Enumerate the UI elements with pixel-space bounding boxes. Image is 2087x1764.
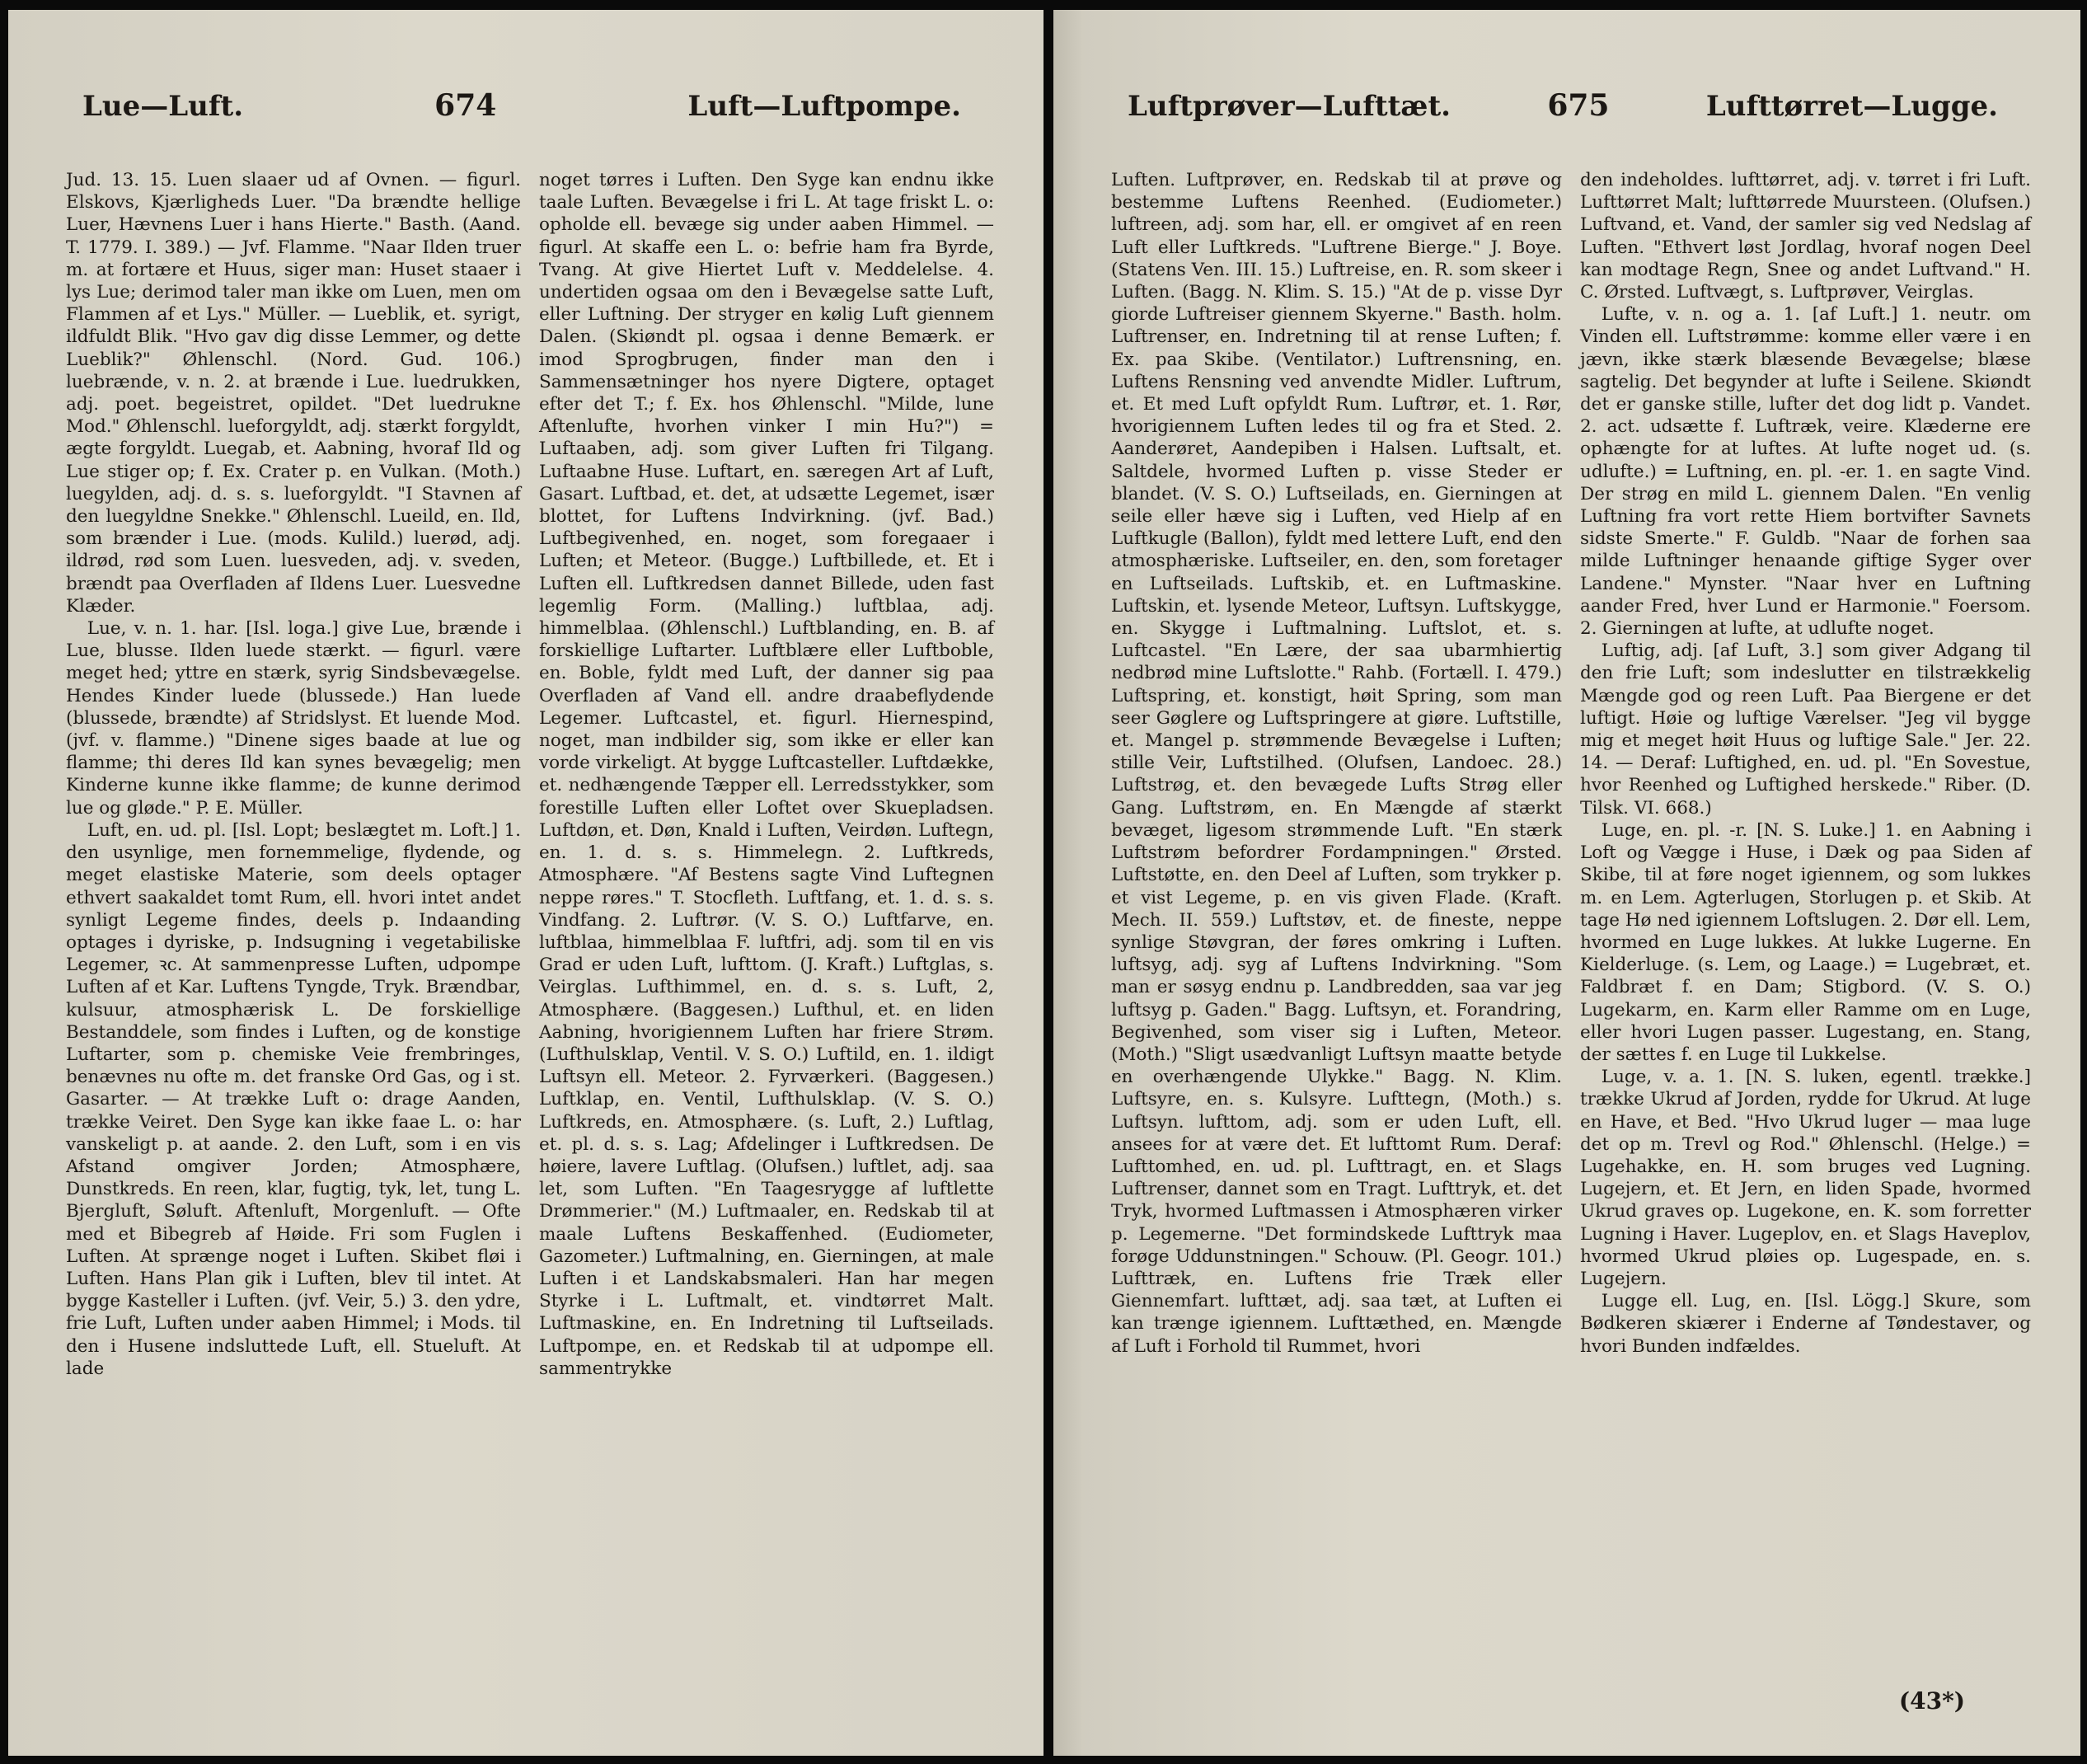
left-running-head	[66, 88, 994, 138]
entry-block: Lue, v. n. 1. har. [Isl. loga.] give Lue, brænde i Lue, blusse. Ilden luede stærkt. — figurl. være meget hed; yttre en stærk, syrig Sindsbevægelse. Hendes Kinder luede (blussede.) Han luede (blussede, brændte) af Stridslyst. Et luende Mod. (jvf. v. flamme.) "Dinene siges baade at lue og flamme; thi deres Ild kan synes bevægelig; men Kinderne kunne ikke flamme; de kunne derimod lue og gløde." P. E. Müller.	[66, 618, 521, 819]
entry-block: Luge, v. a. 1. [N. S. luken, egentl. trække.] trække Ukrud af Jorden, rydde for Ukrud. At luge en Have, et Bed. "Hvo Ukrud luger — maa luge det op m. Trevl og Rod." Øhlenschl. (Helge.) = Lugehakke, en. H. som bruges ved Lugning. Lugejern, et. Et Jern, en liden Spade, hvormed Ukrud graves op. Lugekone, en. K. som forretter Lugning i Haver. Lugeplov, en. et Slags Haveplov, hvormed Ukrud pløies op. Lugespade, en. s. Lugejern.	[1580, 1067, 2031, 1289]
entry-block: Luft, en. ud. pl. [Isl. Lopt; beslægtet m. Loft.] 1. den usynlige, men fornemmelige, flydende, og meget elastiske Materie, som deels optager ethvert saakaldet tomt Rum, ell. hvori intet andet synligt Legeme findes, deels p. Indaanding optages i dyriske, p. Indsugning i vegetabiliske Legemer, ꝛc. At sammenpresse Luften, udpompe Luften af et Kar. Luftens Tyngde, Tryk. Brændbar, kulsuur, atmosphærisk L. De forskiellige Bestanddele, som findes i Luften, og de konstige Luftarter, som p. chemiske Veie frembringes, benævnes nu ofte m. det franske Ord Gas, og i st. Gasarter. — At trække Luft o: drage Aanden, trække Veiret. Den Syge kan ikke faae L. o: har vanskeligt p. at aande. 2. den Luft, som i en vis Afstand omgiver Jorden; Atmosphære, Dunstkreds. En reen, klar, fugtig, tyk, let, tung L. Bjergluft, Søluft. Aftenluft, Morgenluft. — Ofte med et Bibegreb af Høide. Fri som Fuglen i Luften. At sprænge noget i Luften. Skibet fløi i Luften. Hans Plan gik i Luften, blev til intet. At bygge Kasteller i Luften. (jvf. Veir, 5.) 3. den ydre, frie Luft, Luften under aaben Himmel; i Mods. til den i Husene indsluttede Luft, ell. Stueluft. At lade	[66, 819, 521, 1379]
left-head-left: Lue—Luft.	[82, 90, 244, 123]
left-column-2	[539, 169, 994, 1380]
right-page-number: 675	[1547, 88, 1610, 123]
right-columns	[1111, 169, 2031, 1358]
entry-block: Lugge ell. Lug, en. [Isl. Lögg.] Skure, som Bødkeren skiærer i Enderne af Tøndestaver, og hvori Bunden indfældes.	[1580, 1291, 2031, 1357]
right-head-right: Lufttørret—Lugge.	[1705, 90, 1998, 123]
entry-block: Luften. Luftprøver, en. Redskab til at prøve og bestemme Luftens Reenhed. (Eudiometer.) luftreen, adj. som har, ell. er omgivet af en reen Luft eller Luftkreds. "Luftrene Bierge." J. Boye. (Statens Ven. III. 15.) Luftreise, en. R. som skeer i Luften. (Bagg. N. Klim. S. 15.) "At de p. visse Dyr giorde Luftreiser giennem Skyerne." Basth. holm. Luftrenser, en. Indretning til at rense Luften; f. Ex. paa Skibe. (Ventilator.) Luftrensning, en. Luftens Rensning ved anvendte Midler. Luftrum, et. Et med Luft opfyldt Rum. Luftrør, et. 1. Rør, hvorigiennem Luften ledes til og fra et Sted. 2. Aanderøret, Aandepiben i Halsen. Luftsalt, et. Saltdele, hvormed Luften p. visse Steder er blandet. (V. S. O.) Luftseilads, en. Gierningen at seile eller hæve sig i Luften, ved Hielp af en Luftkugle (Ballon), fyldt med lettere Luft, end den atmosphæriske. Luftseiler, en. den, som foretager en Luftseilads. Luftskib, et. en Luftmaskine. Luftskin, et. lysende Meteor, Luftsyn. Luftskygge, en. Skygge i Luftmalning. Luftslot, et. s. Luftcastel. "En Lære, der saa ubarmhiertig nedbrød mine Luftslotte." Rahb. (Fortæll. I. 479.) Luftspring, et. konstigt, høit Spring, som man seer Gøglere og Luftspringere at giøre. Luftstille, et. Mangel p. strømmende Bevægelse i Luften; stille Veir, Luftstilhed. (Olufsen, Landoec. 28.) Luftstrøg, et. den bevægede Lufts Strøg eller Gang. Luftstrøm, en. En Mængde af stærkt bevæget, ligesom strømmende Luft. "En stærk Luftstrøm befordrer Fordampningen." Ørsted. Luftstøtte, en. den Deel af Luften, som trykker p. et vist Legeme, p. en vis given Flade. (Kraft. Mech. II. 559.) Luftstøv, et. de fineste, neppe synlige Støvgran, der føres omkring i Luften. luftsyg, adj. syg af Luftens Indvirkning. "Som man er søsyg endnu p. Landbredden, saa var jeg luftsyg p. Gaden." Bagg. Luftsyn, et. Forandring, Begivenhed, som viser sig i Luften, Meteor. (Moth.) "Sligt usædvanligt Luftsyn maatte betyde en overhængende Ulykke." Bagg. N. Klim. Luftsyre, en. s. Kulsyre. Lufttegn, (Moth.) s. Luftsyn. lufttom, adj. som er uden Luft, ell. ansees for at være det. Et lufttomt Rum. Deraf: Lufttomhed, en. ud. pl. Lufttragt, en. et Slags Luftrenser, dannet som en Tragt. Lufttryk, et. det Tryk, hvormed Luftmassen i Atmosphæren virker p. Legemerne. "Det formindskede Lufttryk maa forøge Uddunstningen." Schouw. (Pl. Geogr. 101.) Lufttræk, en. Luftens frie Træk eller Giennemfart. lufttæt, adj. saa tæt, at Luften ei kan trænge igiennem. Lufttæthed, en. Mængde af Luft i Forhold til Rummet, hvori	[1111, 170, 1562, 1357]
entry-block: Lufte, v. n. og a. 1. [af Luft.] 1. neutr. om Vinden ell. Luftstrømme: komme eller være i en jævn, ikke stærk blæsende Bevægelse; blæse sagtelig. Det begynder at lufte i Seilene. Skiøndt det er ganske stille, lufter det dog lidt p. Vandet. 2. act. udsætte f. Luftræk, veire. Klæderne ere ophængte for at luftes. At lufte noget ud. (s. udlufte.) = Luftning, en. pl. -er. 1. en sagte Vind. Der strøg en mild L. giennem Dalen. "En venlig Luftning fra vort rette Hiem bortvifter Savnets sidste Smerte." F. Guldb. "Naar de forhen saa milde Luftninger henaande giftige Syger over Landene." Mynster. "Naar hver en Luftning aander Fred, hver Lund er Harmonie." Foersom. 2. Gierningen at lufte, at udlufte noget.	[1580, 304, 2031, 640]
entry-block: noget tørres i Luften. Den Syge kan endnu ikke taale Luften. Bevægelse i fri L. At tage friskt L. o: opholde ell. bevæge sig under aaben Himmel. — figurl. At skaffe een L. o: befrie ham fra Byrde, Tvang. At give Hiertet Luft v. Meddelelse. 4. undertiden ogsaa om den i Bevægelse satte Luft, eller Luftning. Der stryger en kølig Luft giennem Dalen. (Skiøndt pl. ogsaa i denne Bemærk. er imod Sprogbrugen, finder man den i Sammensætninger hos nyere Digtere, optaget efter det T.; f. Ex. hos Øhlenschl. "Milde, lune Aftenlufte, hvorhen vinker I min Hu?") = Luftaaben, adj. som giver Luften fri Tilgang. Luftaabne Huse. Luftart, en. særegen Art af Luft, Gasart. Luftbad, et. det, at udsætte Legemet, især blottet, for Luftens Indvirkning. (jvf. Bad.) Luftbegivenhed, en. noget, som foregaaer i Luften; et Meteor. (Bugge.) Luftbillede, et. Et i Luften ell. Luftkredsen dannet Billede, uden fast legemlig Form. (Malling.) luftblaa, adj. himmelblaa. (Øhlenschl.) Luftblanding, en. B. af forskiellige Luftarter. Luftblære eller Luftboble, en. Boble, fyldt med Luft, der danner sig paa Overfladen af Vand ell. andre draabeflydende Legemer. Luftcastel, et. figurl. Hiernespind, noget, man indbilder sig, som ikke er eller kan vorde virkeligt. At bygge Luftcasteller. Luftdække, et. nedhængende Tæpper ell. Lerredsstykker, som forestille Luften eller Loftet over Skuepladsen. Luftdøn, et. Døn, Knald i Luften, Veirdøn. Luftegn, en. 1. d. s. s. Himmelegn. 2. Luftkreds, Atmosphære. "Af Bestens sagte Vind Luftegnen neppe røres." T. Stocfleth. Luftfang, et. 1. d. s. s. Vindfang. 2. Luftrør. (V. S. O.) Luftfarve, en. luftblaa, himmelblaa F. luftfri, adj. som til en vis Grad er uden Luft, lufttom. (J. Kraft.) Luftglas, s. Veirglas. Lufthimmel, en. d. s. s. Luft, 2, Atmosphære. (Baggesen.) Lufthul, et. en liden Aabning, hvorigiennem Luften har friere Strøm. (Lufthulsklap, Ventil. V. S. O.) Luftild, en. 1. ildigt Luftsyn ell. Meteor. 2. Fyrværkeri. (Baggesen.) Luftklap, en. Ventil, Lufthulsklap. (V. S. O.) Luftkreds, en. Atmosphære. (s. Luft, 2.) Luftlag, et. pl. d. s. s. Lag; Afdelinger i Luftkredsen. De høiere, lavere Luftlag. (Olufsen.) luftlet, adj. saa let, som Luften. "En Taagesrygge af luftlette Drømmerier." (M.) Luftmaaler, en. Redskab til at maale Luftens Beskaffenhed. (Eudiometer, Gazometer.) Luftmalning, en. Gierningen, at male Luften i et Landskabsmaleri. Han har megen Styrke i L. Luftmalt, et. vindtørret Malt. Luftmaskine, en. En Indretning til Luftseilads. Luftpompe, en. et Redskab til at udpompe ell. sammentrykke	[539, 170, 994, 1379]
signature-mark: (43*)	[1898, 1687, 1965, 1715]
right-head-left: Luftprøver—Lufttæt.	[1128, 90, 1451, 123]
right-column-2	[1580, 169, 2031, 1358]
right-page	[1053, 10, 2080, 1756]
left-columns	[66, 169, 994, 1380]
left-page	[8, 10, 1044, 1756]
right-running-head	[1111, 88, 2031, 138]
left-page-number: 674	[434, 88, 497, 123]
entry-block: den indeholdes. lufttørret, adj. v. tørret i fri Luft. Lufttørret Malt; lufttørrede Muursteen. (Olufsen.) Luftvand, et. Vand, der samler sig ved Nedslag af Luften. "Ethvert løst Jordlag, hvoraf nogen Deel kan modtage Regn, Snee og andet Luftvand." H. C. Ørsted. Luftvægt, s. Luftprøver, Veirglas.	[1580, 170, 2031, 303]
left-head-right: Luft—Luftpompe.	[687, 90, 961, 123]
left-column-1	[66, 169, 521, 1380]
gutter-shadow	[1053, 10, 1083, 1756]
entry-block: Luge, en. pl. -r. [N. S. Luke.] 1. en Aabning i Loft og Vægge i Huse, i Dæk og paa Siden af Skibe, til at føre noget igiennem, og som lukkes m. en Lem. Agterlugen, Storlugen p. et Skib. At tage Hø ned igiennem Loftslugen. 2. Dør ell. Lem, hvormed en Luge lukkes. At lukke Lugerne. En Kielderluge. (s. Lem, og Laage.) = Lugebræt, et. Faldbræt f. en Dam; Stigbord. (V. S. O.) Lugekarm, en. Karm eller Ramme om en Luge, eller hvori Lugen passer. Lugestang, en. Stang, der sættes f. en Luge til Lukkelse.	[1580, 819, 2031, 1065]
right-column-1	[1111, 169, 1562, 1358]
entry-block: Luftig, adj. [af Luft, 3.] som giver Adgang til den frie Luft; som indeslutter en tilstrækkelig Mængde god og reen Luft. Paa Biergene er det luftigt. Høie og luftige Værelser. "Jeg vil bygge mig et meget høit Huus og luftige Sale." Jer. 22. 14. — Deraf: Luftighed, en. ud. pl. "En Sovestue, hvor Reenhed og Luftighed herskede." Riber. (D. Tilsk. VI. 668.)	[1580, 640, 2031, 819]
entry-block: Jud. 13. 15. Luen slaaer ud af Ovnen. — figurl. Elskovs, Kjærligheds Luer. "Da brændte hellige Luer, Hævnens Luer i hans Hierte." Basth. (Aand. T. 1779. I. 389.) — Jvf. Flamme. "Naar Ilden truer m. at fortære et Huus, siger man: Huset staaer i lys Lue; derimod taler man ikke om Luen, men om Flammen af et Lys." Müller. — Lueblik, et. syrigt, ildfuldt Blik. "Hvo gav dig disse Lemmer, og dette Lueblik?" Øhlenschl. (Nord. Gud. 106.) luebrænde, v. n. 2. at brænde i Lue. luedrukken, adj. poet. begeistret, opildet. "Det luedrukne Mod." Øhlenschl. lueforgyldt, adj. stærkt forgyldt, ægte forgyldt. Luegab, et. Aabning, hvoraf Ild og Lue stiger op; f. Ex. Crater p. en Vulkan. (Moth.) luegylden, adj. d. s. s. lueforgyldt. "I Stavnen af den luegyldne Snekke." Øhlenschl. Lueild, en. Ild, som brænder i Lue. (mods. Kulild.) luerød, adj. ildrød, rød som Luen. luesveden, adj. v. sveden, brændt paa Overfladen af Ildens Luer. Luesvedne Klæder.	[66, 170, 521, 617]
